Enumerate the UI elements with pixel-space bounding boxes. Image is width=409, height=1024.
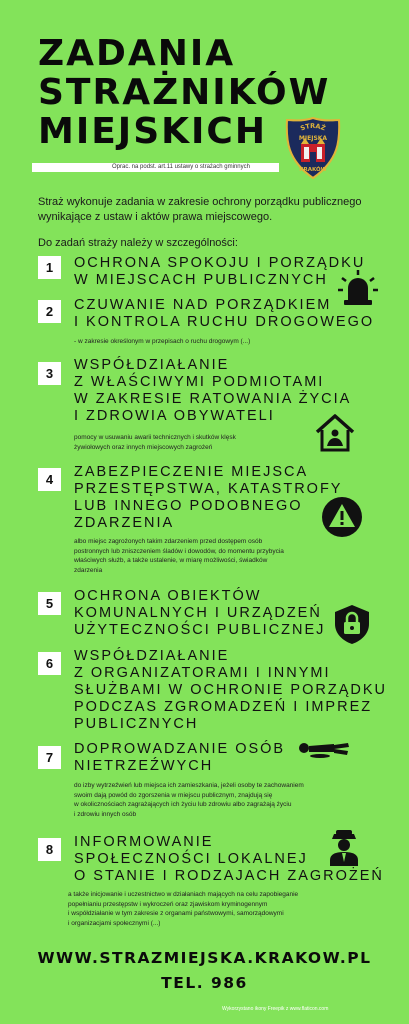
item-3-line: I ZDROWIA OBYWATELI — [74, 408, 275, 424]
item-7-sub-line: swoim dają powód do zgorszenia w miejscu publicznym, znajdują się — [74, 791, 273, 799]
item-description-7 — [74, 781, 384, 819]
item-8-line: SPOŁECZNOŚCI LOKALNEJ — [74, 851, 308, 867]
lead-text: Do zadań straży należy w szczególności: — [38, 237, 238, 249]
item-number-8: 8 — [38, 838, 61, 861]
item-number-2: 2 — [38, 300, 61, 323]
title-line-1: ZADANIA — [38, 33, 236, 74]
item-number-1: 1 — [38, 256, 61, 279]
item-number-3: 3 — [38, 362, 61, 385]
item-number-7: 7 — [38, 746, 61, 769]
item-4-sub-line: zdarzenia — [74, 566, 103, 574]
item-7-line: NIETRZEŹWYCH — [74, 758, 214, 774]
shield-lock-icon — [330, 602, 374, 646]
item-3-sub-line: żywiołowych oraz innych miejscowych zagrożeń — [74, 443, 213, 451]
item-3-line: Z WŁAŚCIWYMI PODMIOTAMI — [74, 374, 325, 390]
item-5-line: KOMUNALNYCH I URZĄDZEŃ — [74, 605, 322, 621]
icon-credit: Wykorzystano ikony Freepik z www.flaticon.com — [222, 1006, 329, 1012]
title-line-2: STRAŻNIKÓW — [38, 72, 331, 113]
item-5-line: UŻYTECZNOŚCI PUBLICZNEJ — [74, 622, 326, 638]
item-8-line: O STANIE I RODZAJACH ZAGROŻEŃ — [74, 868, 384, 884]
item-4-line: ZABEZPIECZENIE MIEJSCA — [74, 464, 309, 480]
item-title-1 — [74, 255, 365, 289]
item-8-sub-line: i organizacjami społecznymi (...) — [68, 919, 161, 927]
item-number-6: 6 — [38, 652, 61, 675]
item-title-2 — [74, 297, 374, 331]
item-8-line: INFORMOWANIE — [74, 834, 214, 850]
item-title-4 — [74, 464, 342, 532]
website-link[interactable]: WWW.STRAZMIEJSKA.KRAKOW.PL — [37, 949, 372, 967]
item-4-line: LUB INNEGO PODOBNEGO — [74, 498, 303, 514]
intro-text: Straż wykonuje zadania w zakresie ochrony porządku publicznego wynikające z ustaw i aktów prawa miejscowego. — [38, 196, 362, 223]
title-line-3: MIEJSKICH — [38, 111, 267, 152]
item-6-line: PODCZAS ZGROMADZEŃ I IMPREZ — [74, 699, 373, 715]
item-4-sub-line: właściwych służb, a także ustalenie, w miarę możliwości, świadków — [74, 557, 268, 564]
item-number-5: 5 — [38, 592, 61, 615]
item-3-line: WSPÓŁDZIAŁANIE — [74, 357, 230, 373]
item-title-3 — [74, 357, 351, 425]
item-7-line: DOPROWADZANIE OSÓB — [74, 741, 286, 757]
emblem-bottom-text: KRAKÓW — [299, 167, 327, 173]
item-3-sub-line: pomocy w usuwaniu awarii technicznych i skutków klęsk — [74, 434, 236, 441]
emblem-top-text: STRAŻ — [299, 121, 327, 133]
item-4-line: ZDARZENIA — [74, 515, 175, 531]
warning-icon — [320, 495, 364, 539]
item-8-sub-line: popełnianiu przestępstw i wykroczeń oraz zjawiskom kryminogennym — [68, 900, 268, 908]
item-4-sub-line: postronnych lub zniszczeniem śladów i dowodów, do momentu przybycia — [74, 547, 284, 555]
item-title-7 — [74, 741, 285, 775]
item-3-line: W ZAKRESIE RATOWANIA ŻYCIA — [74, 391, 352, 407]
lying-person-icon — [296, 734, 352, 762]
item-2-line: I KONTROLA RUCHU DROGOWEGO — [74, 314, 375, 330]
phone-number: TEL. 986 — [161, 974, 248, 992]
item-number-4: 4 — [38, 468, 61, 491]
item-6-line: PUBLICZNYCH — [74, 716, 199, 732]
item-description-8 — [68, 890, 388, 928]
item-7-sub-line: do izby wytrzeźwień lub miejsca ich zamieszkania, jeżeli osoby te zachowaniem — [74, 782, 304, 789]
item-1-line: W MIEJSCACH PUBLICZNYCH — [74, 272, 328, 288]
item-description-3 — [74, 433, 236, 452]
item-4-sub-line: albo miejsc zagrożonych takim zdarzeniem przed dostępem osób — [74, 538, 263, 545]
item-description-2: - w zakresie określonym w przepisach o ruchu drogowym (...) — [74, 338, 251, 345]
item-1-line: OCHRONA SPOKOJU I PORZĄDKU — [74, 255, 366, 271]
item-5-line: OCHRONA OBIEKTÓW — [74, 588, 262, 604]
item-6-line: SŁUŻBAMI W OCHRONIE PORZĄDKU — [74, 682, 387, 698]
house-hand-icon — [313, 412, 357, 456]
emblem-mid-text: MIEJSKA — [298, 135, 328, 142]
item-description-4 — [74, 537, 374, 575]
item-7-sub-line: w okolicznościach zagrażających ich życiu lub zdrowiu albo zagrażają życiu — [74, 801, 292, 808]
officer-icon — [322, 824, 366, 868]
item-8-sub-line: a także inicjowanie i uczestnictwo w działaniach mających na celu zapobieganie — [68, 891, 299, 898]
source-note: Oprac. na podst. art.11 ustawy o strażach gminnych — [112, 164, 250, 170]
item-6-line: WSPÓŁDZIAŁANIE — [74, 648, 230, 664]
item-2-line: CZUWANIE NAD PORZĄDKIEM — [74, 297, 332, 313]
item-4-line: PRZESTĘPSTWA, KATASTROFY — [74, 481, 343, 497]
item-6-line: Z ORGANIZATORAMI I INNYMI — [74, 665, 331, 681]
item-7-sub-line: i zdrowiu innych osób — [74, 810, 137, 818]
item-8-sub-line: i współdziałanie w tym zakresie z organami państwowymi, samorządowymi — [68, 910, 284, 917]
item-title-6 — [74, 648, 387, 733]
city-guard-emblem — [283, 116, 343, 180]
item-title-5 — [74, 588, 325, 639]
